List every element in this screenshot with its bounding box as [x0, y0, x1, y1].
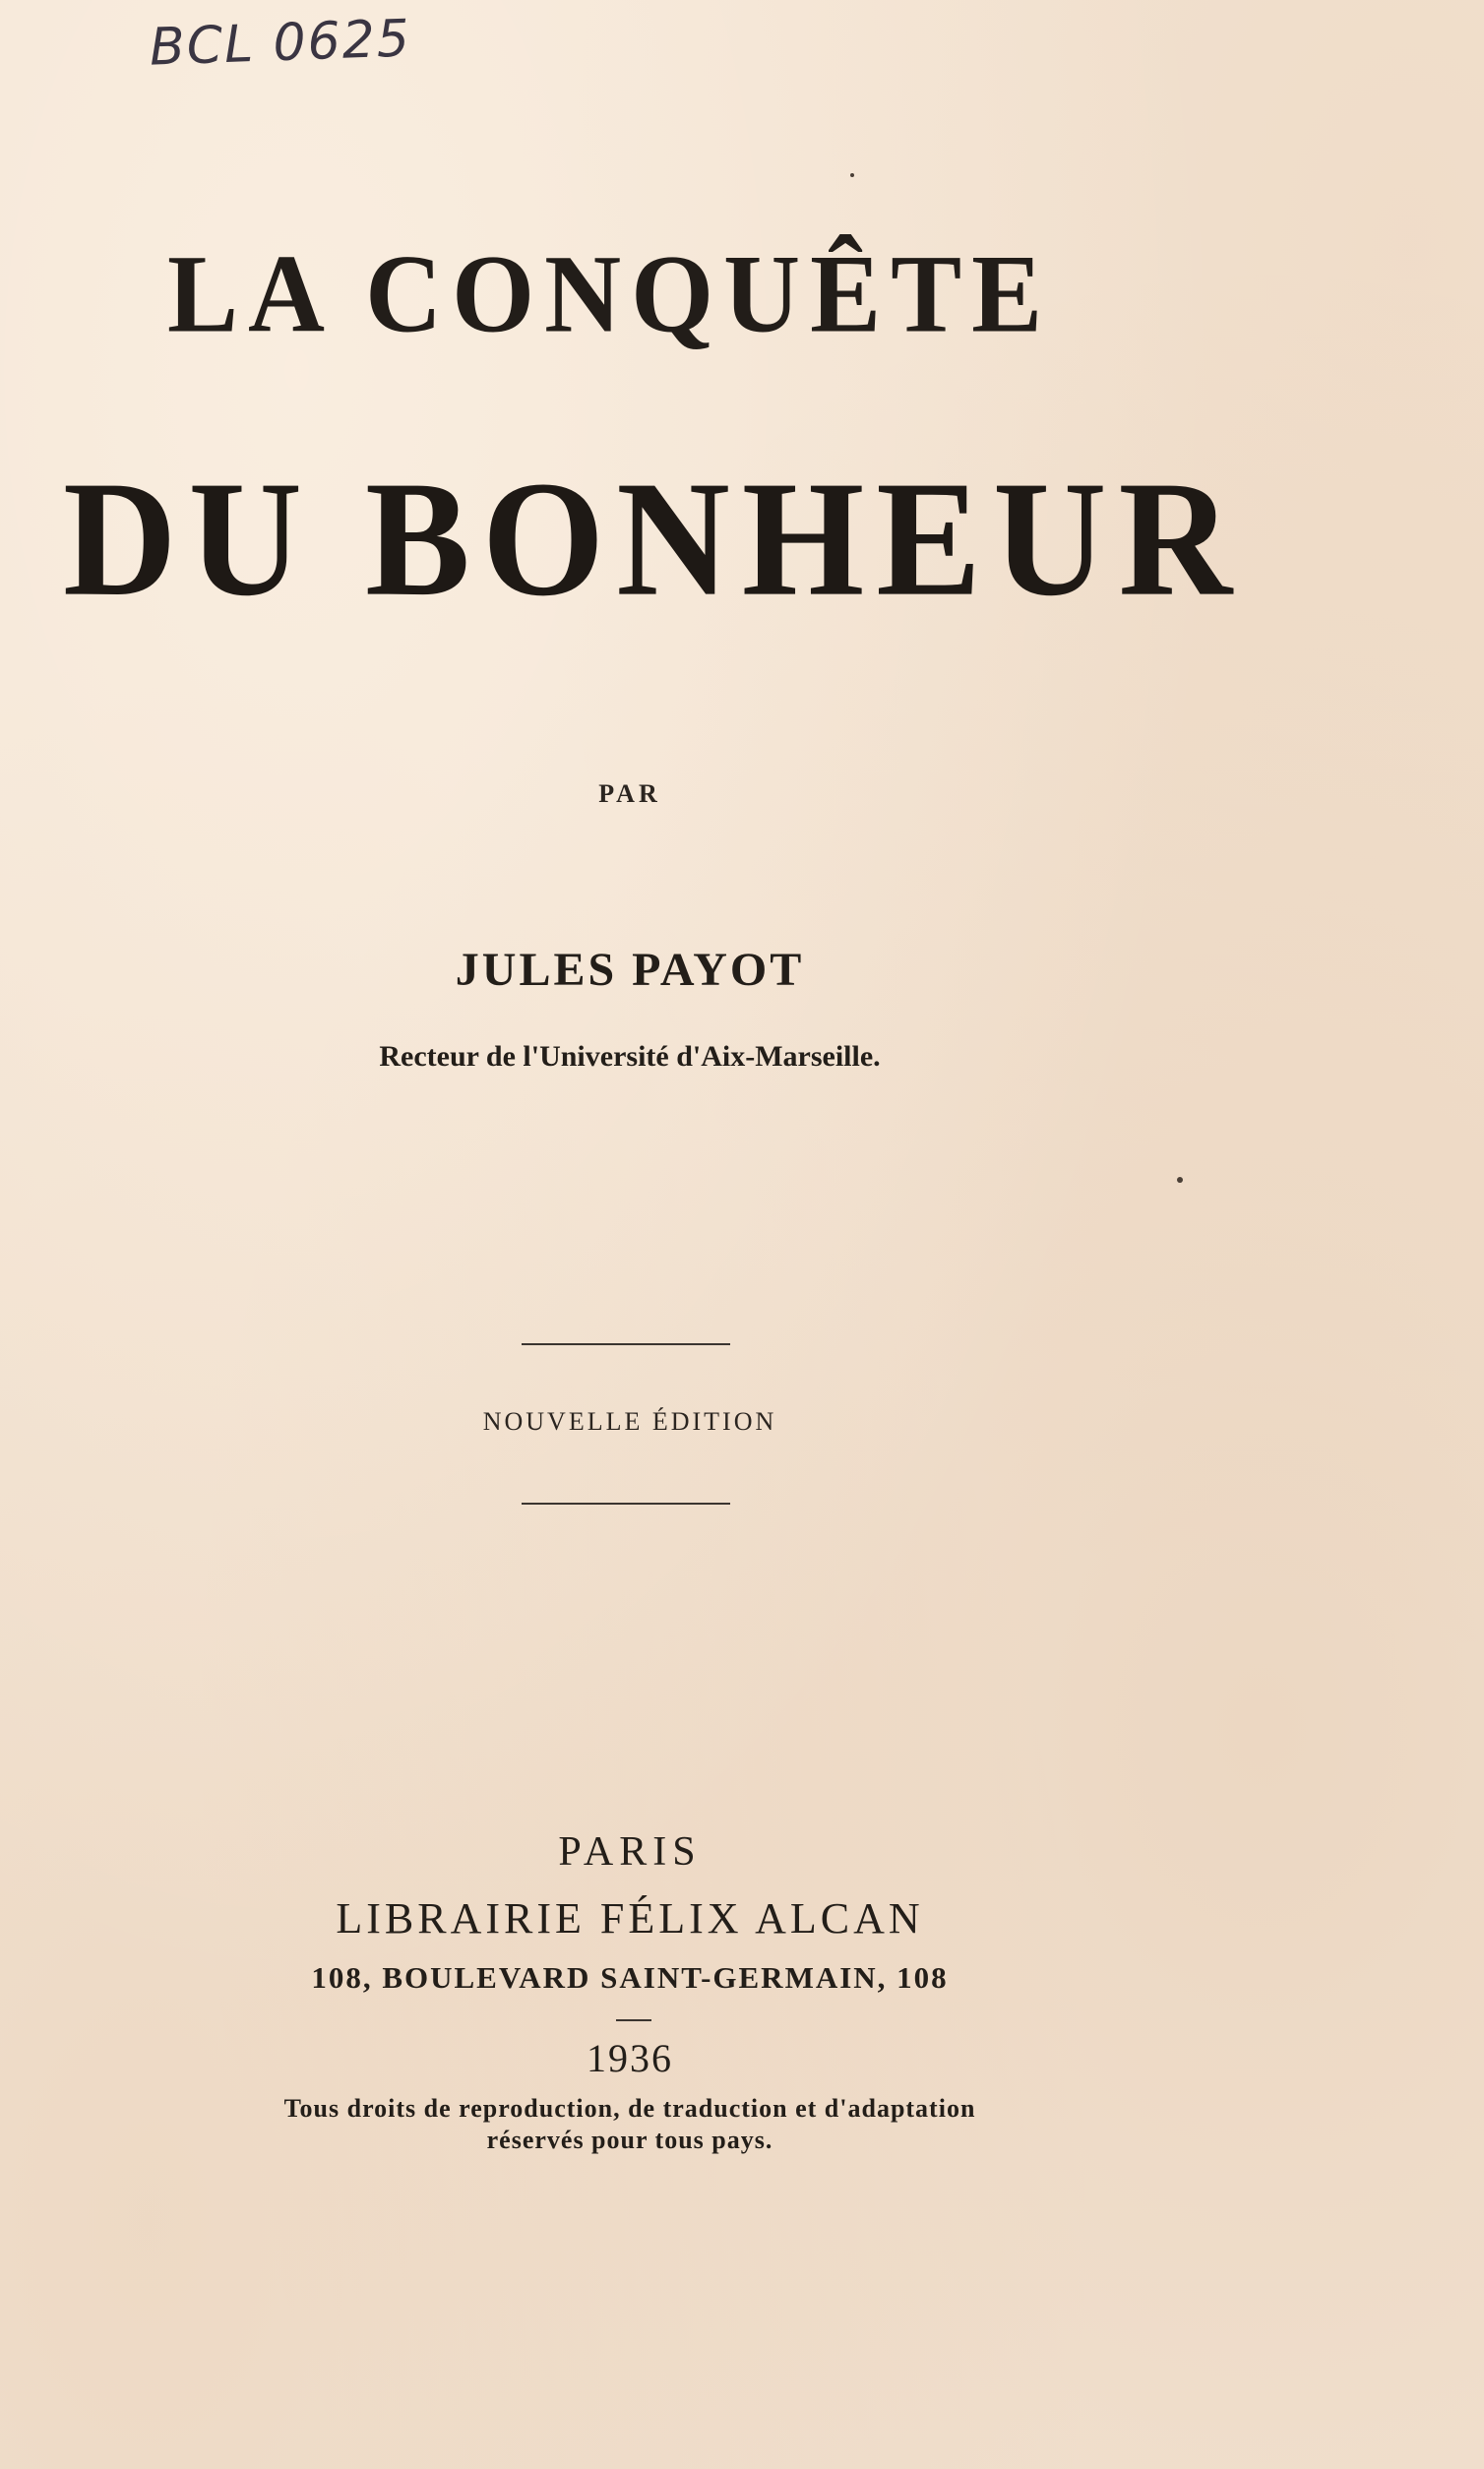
title-line-1: LA CONQUÊTE [167, 233, 1053, 356]
lower-divider [522, 1503, 730, 1505]
publisher-address: 108, BOULEVARD SAINT-GERMAIN, 108 [311, 1960, 949, 1995]
upper-divider [522, 1343, 730, 1345]
byline: PAR [598, 779, 661, 808]
short-divider [616, 2019, 651, 2021]
paper-speck [850, 173, 854, 177]
publisher-name: LIBRAIRIE FÉLIX ALCAN [336, 1894, 924, 1943]
paper-speck [1177, 1177, 1183, 1183]
author-name: JULES PAYOT [455, 944, 805, 996]
title-line-2: DU BONHEUR [63, 446, 1245, 631]
publication-year: 1936 [587, 2036, 673, 2080]
rights-notice-line-2: réservés pour tous pays. [486, 2126, 773, 2154]
rights-notice-line-1: Tous droits de reproduction, de traduction et d'adaptation [283, 2094, 976, 2123]
handwritten-catalog-mark: BCL 0625 [149, 9, 412, 78]
publisher-city: PARIS [558, 1829, 702, 1875]
author-affiliation: Recteur de l'Université d'Aix-Marseille. [379, 1040, 881, 1073]
edition-label: NOUVELLE ÉDITION [482, 1407, 777, 1436]
